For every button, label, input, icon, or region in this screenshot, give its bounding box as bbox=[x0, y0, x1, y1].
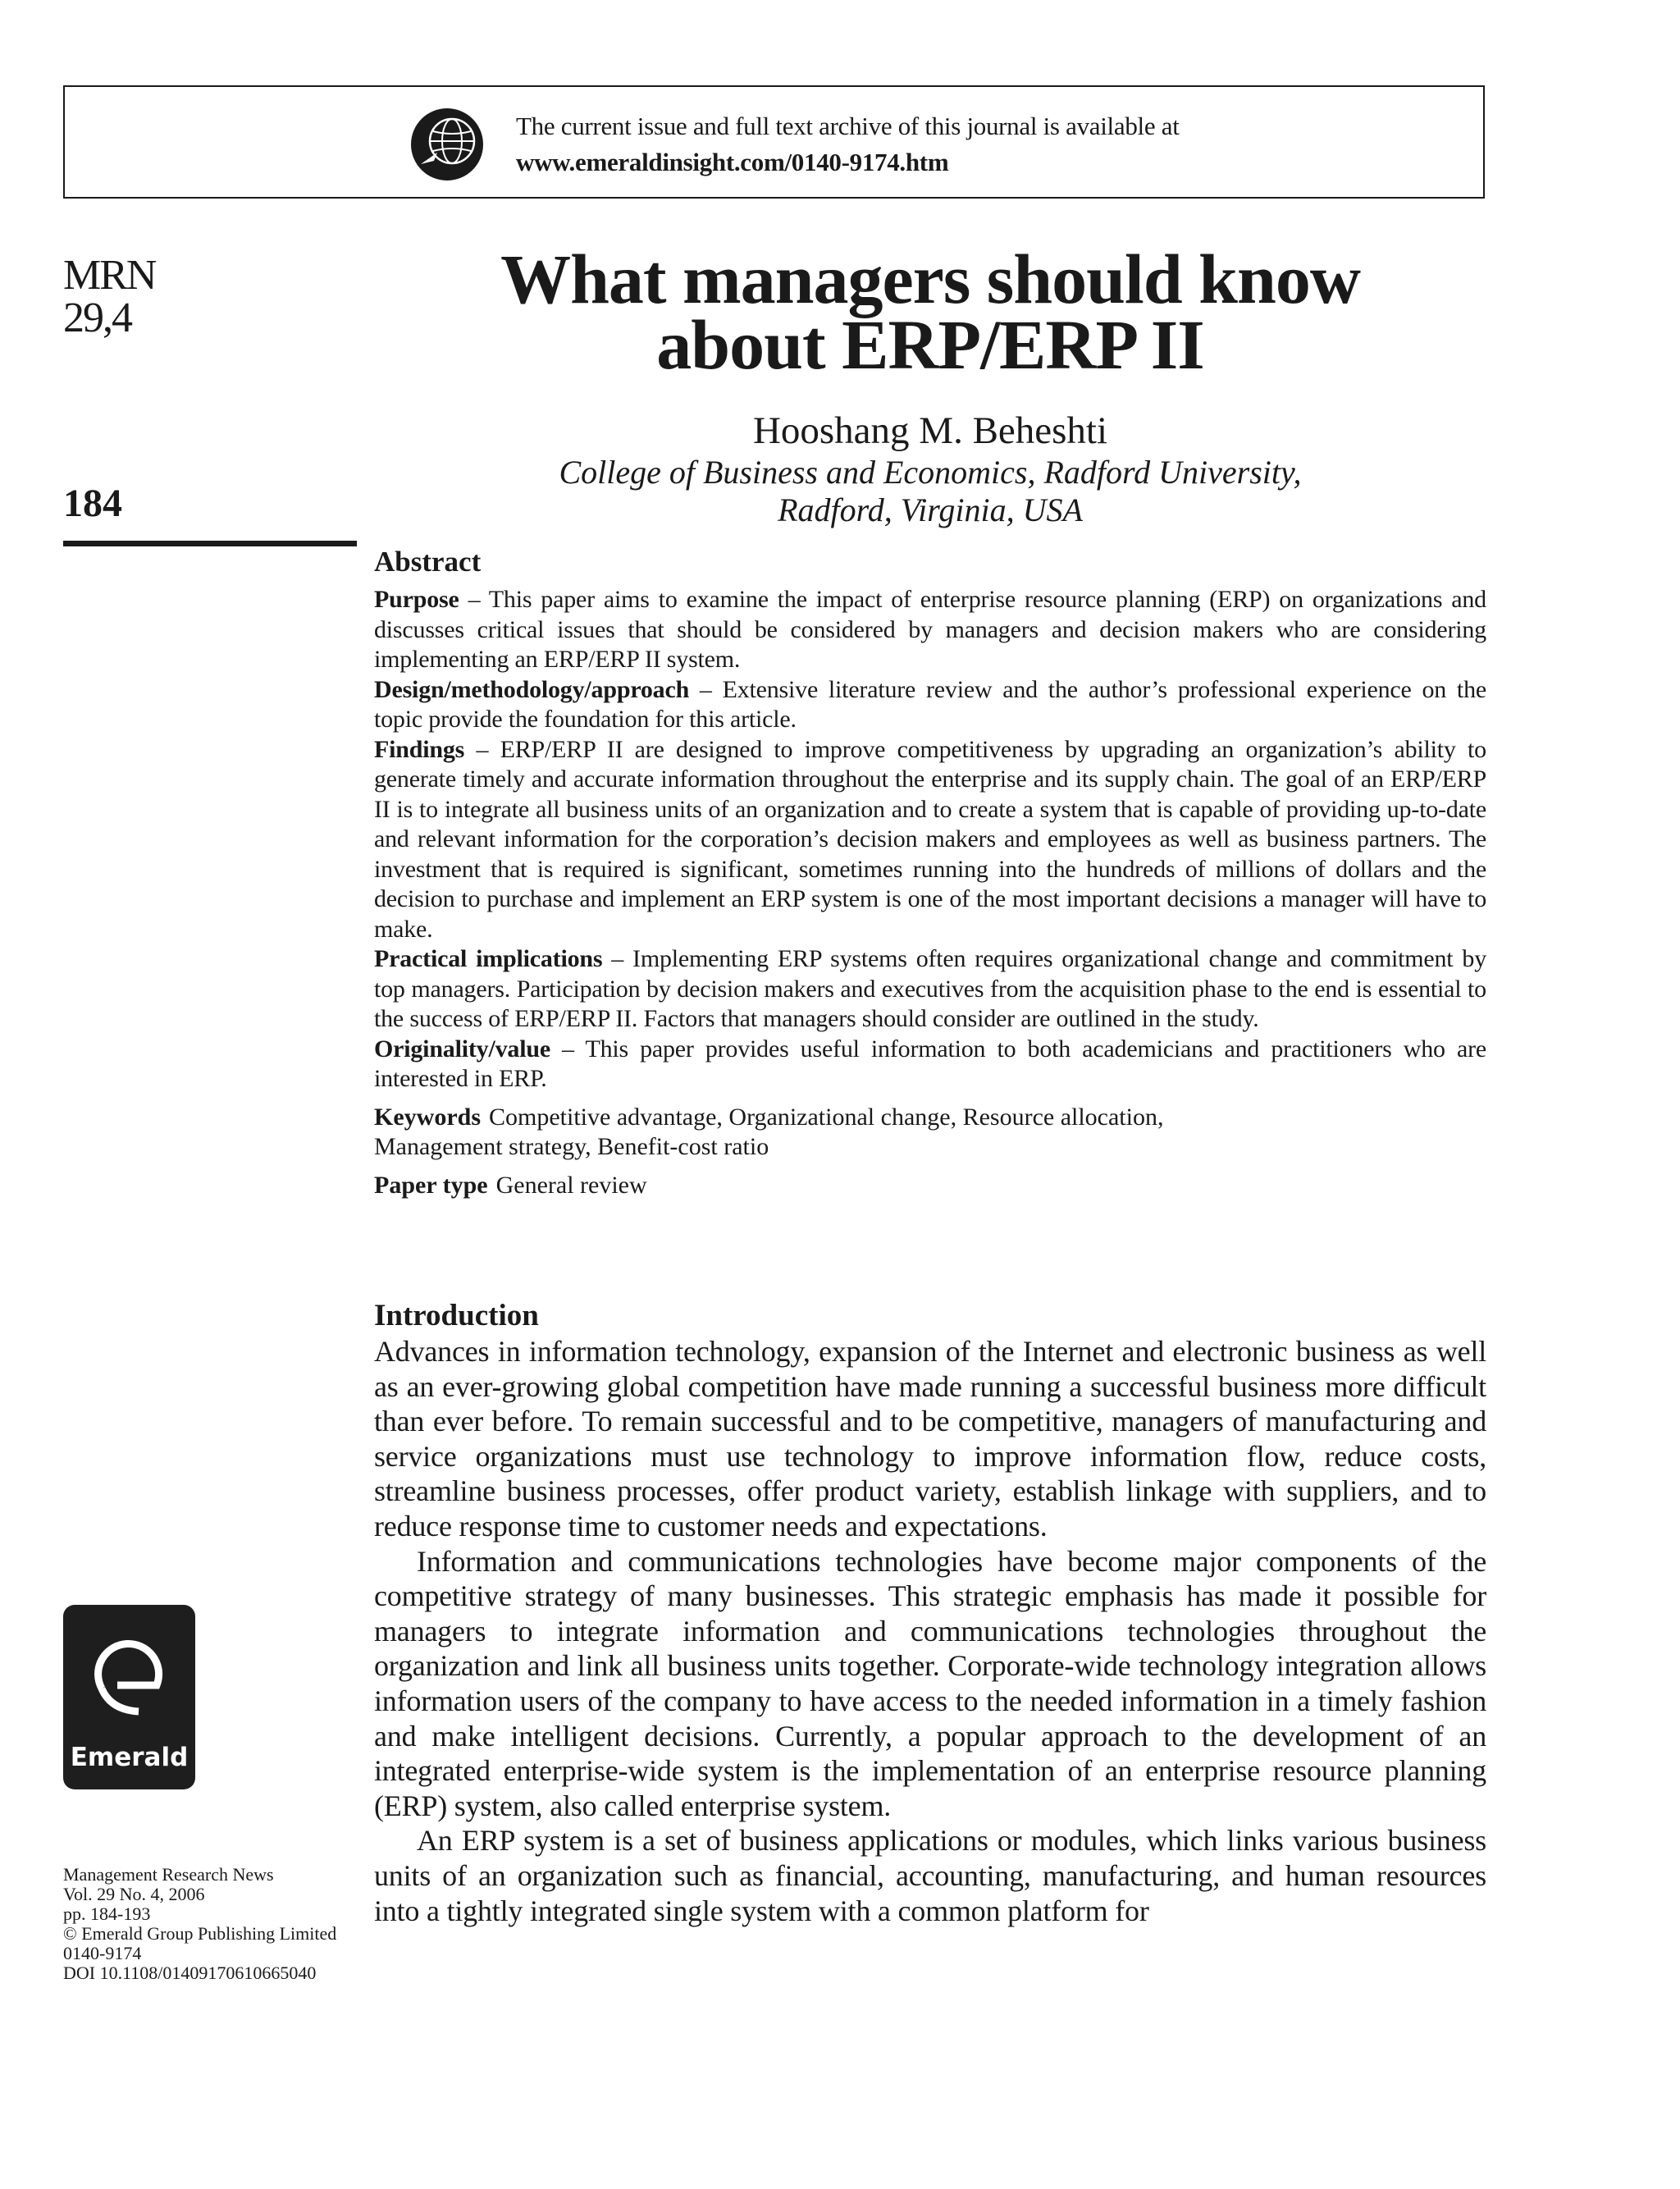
affiliation-line-2: Radford, Virginia, USA bbox=[778, 491, 1083, 528]
citation-copyright: © Emerald Group Publishing Limited bbox=[63, 1923, 337, 1944]
emerald-logo bbox=[63, 1605, 195, 1789]
body-paragraph: An ERP system is a set of business applications or modules, which links various business units of an organization such as financial, accounting, manufacturing, and human resources into a tightly integrated single system with a common platform for bbox=[374, 1824, 1486, 1927]
paper-type-label: Paper type bbox=[374, 1171, 488, 1199]
citation-volume: Vol. 29 No. 4, 2006 bbox=[63, 1884, 205, 1904]
keywords-line-1: Competitive advantage, Organizational change, Resource allocation, bbox=[489, 1103, 1164, 1131]
affiliation-line-1: College of Business and Economics, Radford University, bbox=[559, 454, 1302, 491]
abstract-text: – ERP/ERP II are designed to improve competitiveness by upgrading an organization’s ability to generate timely and accurate information throughout the enterprise and its supply chain. The goal of an ERP/ERP II is to integrate all business units of an organization and to create a system that is capable of providing up-to-date and relevant information for the corporation’s decision makers and employees as well as business partners. The investment that is required is significant, sometimes running into the hundreds of millions of dollars and the decision to purchase and implement an ERP system is one of the most important decisions a manager will have to make. bbox=[374, 735, 1486, 943]
banner-text: The current issue and full text archive of this journal is available at bbox=[516, 112, 1180, 140]
title-line-2: about ERP/ERP II bbox=[656, 305, 1204, 384]
introduction-section bbox=[374, 1298, 1486, 1928]
globe-icon bbox=[409, 107, 485, 182]
abstract-purpose bbox=[374, 585, 1486, 675]
keywords bbox=[374, 1103, 1486, 1163]
citation-pages: pp. 184-193 bbox=[63, 1903, 151, 1924]
abstract-text: – This paper aims to examine the impact of enterprise resource planning (ERP) on organizations and discusses critical issues that should be considered by managers and decision makers who are considering implementing an ERP/ERP II system. bbox=[374, 586, 1486, 673]
abstract-label: Findings bbox=[374, 735, 465, 763]
abstract bbox=[374, 546, 1486, 1200]
paper-type-value: General review bbox=[495, 1171, 647, 1199]
journal-code bbox=[63, 254, 155, 340]
body-paragraph: Information and communications technologies have become major components of the competitive strategy of many businesses. This strategic emphasis has made it possible for managers to integrate information and communications technologies throughout the organization and link all business units together. Corporate-wide technology integration allows information users of the company to have access to the needed information in a timely fashion and make intelligent decisions. Currently, a popular approach to the development of an integrated enterprise-wide system is the implementation of an enterprise resource planning (ERP) system, also called enterprise system. bbox=[374, 1544, 1486, 1822]
citation-block bbox=[63, 1865, 336, 1983]
abstract-design bbox=[374, 675, 1486, 735]
abstract-label: Design/methodology/approach bbox=[374, 675, 690, 703]
margin-divider bbox=[63, 541, 357, 546]
abstract-label: Purpose bbox=[374, 586, 459, 613]
abstract-implications bbox=[374, 944, 1486, 1035]
abstract-originality bbox=[374, 1035, 1486, 1094]
author-affiliation bbox=[372, 454, 1488, 529]
journal-access-banner bbox=[63, 85, 1485, 199]
section-heading: Introduction bbox=[374, 1299, 539, 1332]
journal-url-link[interactable]: www.emeraldinsight.com/0140-9174.htm bbox=[516, 148, 949, 176]
abstract-label: Originality/value bbox=[374, 1035, 550, 1063]
citation-doi: DOI 10.1108/01409170610665040 bbox=[63, 1963, 317, 1983]
citation-journal: Management Research News bbox=[63, 1864, 274, 1885]
volume-issue: 29,4 bbox=[63, 295, 131, 341]
article-title bbox=[372, 240, 1488, 384]
keywords-label: Keywords bbox=[374, 1103, 481, 1131]
abstract-text: – Extensive literature review and the author’s professional experience on the topic provide the foundation for this article. bbox=[374, 675, 1486, 733]
abstract-findings bbox=[374, 735, 1486, 945]
abstract-label: Practical implications bbox=[374, 945, 603, 972]
title-line-1: What managers should know bbox=[500, 240, 1360, 318]
journal-abbrev: MRN bbox=[63, 252, 156, 299]
body-paragraph: Advances in information technology, expansion of the Internet and electronic business as well as an ever-growing global competition have made running a successful business more difficult than ever before. To remain successful and to be competitive, managers of manufacturing and service organizations must use technology to improve information flow, reduce costs, streamline business processes, offer product variety, establish linkage with suppliers, and to reduce response time to customer needs and expectations. bbox=[374, 1335, 1486, 1542]
paper-type bbox=[374, 1171, 1486, 1201]
emerald-wordmark: Emerald bbox=[70, 1743, 189, 1772]
citation-issn: 0140-9174 bbox=[63, 1943, 142, 1963]
page-number: 184 bbox=[63, 482, 122, 525]
abstract-text: – This paper provides useful information to both academicians and practitioners who are interested in ERP. bbox=[374, 1035, 1486, 1092]
abstract-text: – Implementing ERP systems often requires organizational change and commitment by top managers. Participation by decision makers and executives from the acquisition phase to the end is essential to the success of ERP/ERP II. Factors that managers should consider are outlined in the study. bbox=[374, 945, 1486, 1032]
emerald-e-icon bbox=[63, 1611, 195, 1743]
abstract-heading: Abstract bbox=[374, 546, 482, 578]
author-name: Hooshang M. Beheshti bbox=[752, 409, 1108, 452]
keywords-line-2: Management strategy, Benefit-cost ratio bbox=[374, 1133, 769, 1160]
